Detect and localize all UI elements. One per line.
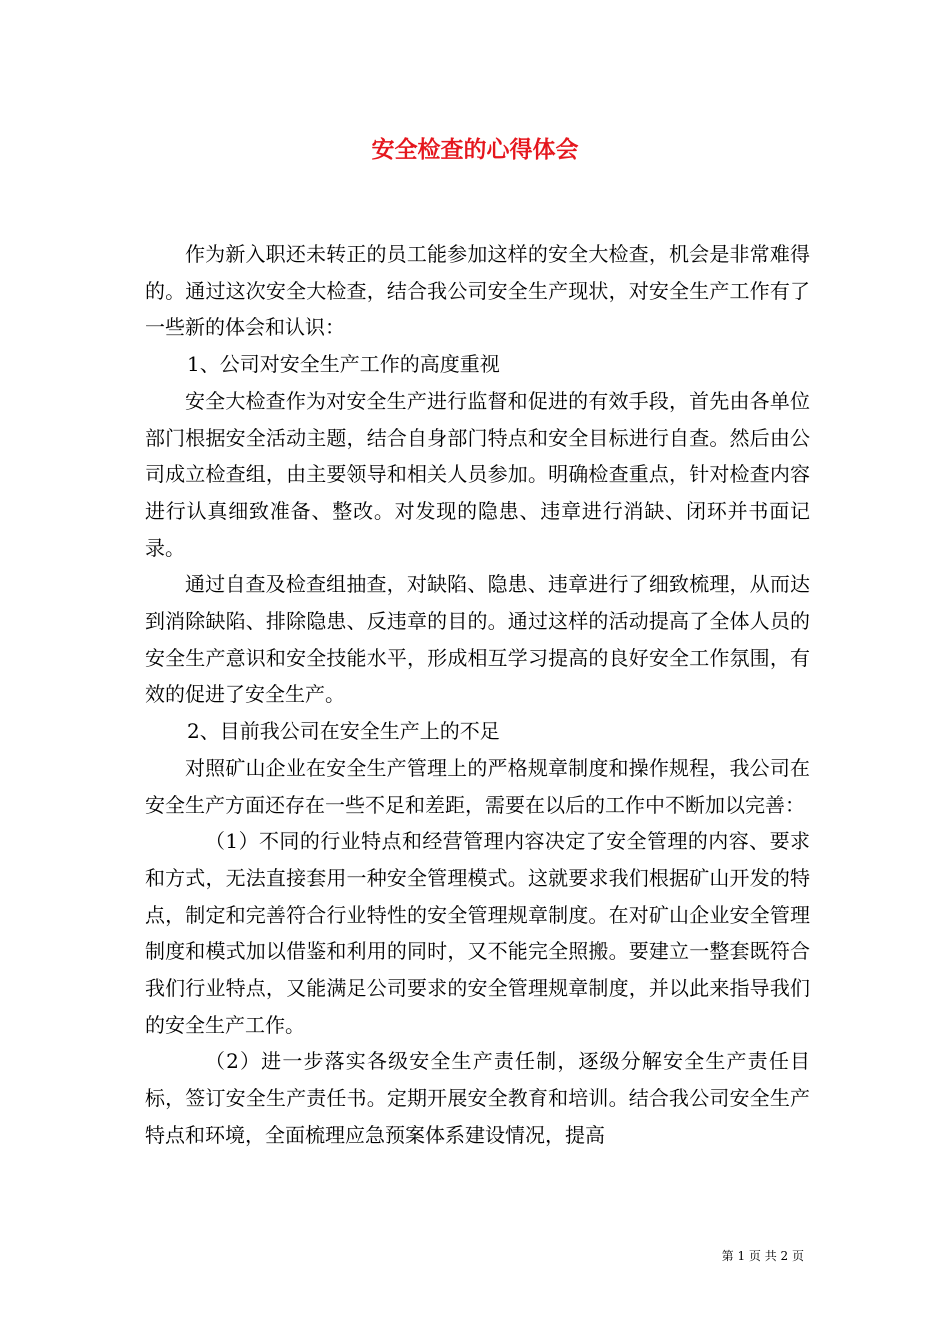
- paragraph-section-1-a: 安全大检查作为对安全生产进行监督和促进的有效手段，首先由各单位部门根据安全活动主题，结合自身部门特点和安全目标进行自查。然后由公司成立检查组，由主要领导和相关人员参加。明确检查重点，针对检查内容进行认真细致准备、整改。对发现的隐患、违章进行消缺、闭环并书面记录。: [145, 388, 810, 560]
- paragraph-intro: 作为新入职还未转正的员工能参加这样的安全大检查，机会是非常难得的。通过这次安全大检查，结合我公司安全生产现状，对安全生产工作有了一些新的体会和认识：: [145, 242, 810, 340]
- section-heading-1: 1、公司对安全生产工作的高度重视: [187, 352, 500, 377]
- page-number-footer: 第 1 页 共 2 页: [721, 1249, 804, 1263]
- paragraph-section-1-b: 通过自查及检查组抽查，对缺陷、隐患、违章进行了细致梳理，从而达到消除缺陷、排除隐患、反违章的目的。通过这样的活动提高了全体人员的安全生产意识和安全技能水平，形成相互学习提高的良好安全工作氛围，有效的促进了安全生产。: [145, 572, 810, 707]
- section-heading-2: 2、目前我公司在安全生产上的不足: [187, 719, 500, 744]
- document-body: [145, 236, 810, 1154]
- document-title: 安全检查的心得体会: [371, 136, 579, 163]
- paragraph-item-1: （1）不同的行业特点和经营管理内容决定了安全管理的内容、要求和方式，无法直接套用一种安全管理模式。这就要求我们根据矿山开发的特点，制定和完善符合行业特性的安全管理规章制度。在对矿山企业安全管理制度和模式加以借鉴和利用的同时，又不能完全照搬。要建立一整套既符合我们行业特点，又能满足公司要求的安全管理规章制度，并以此来指导我们的安全生产工作。: [145, 829, 810, 1037]
- paragraph-item-2: （2）进一步落实各级安全生产责任制，逐级分解安全生产责任目标，签订安全生产责任书。定期开展安全教育和培训。结合我公司安全生产特点和环境，全面梳理应急预案体系建设情况，提高: [145, 1049, 810, 1147]
- paragraph-section-2-intro: 对照矿山企业在安全生产管理上的严格规章制度和操作规程，我公司在安全生产方面还存在一些不足和差距，需要在以后的工作中不断加以完善：: [145, 755, 810, 817]
